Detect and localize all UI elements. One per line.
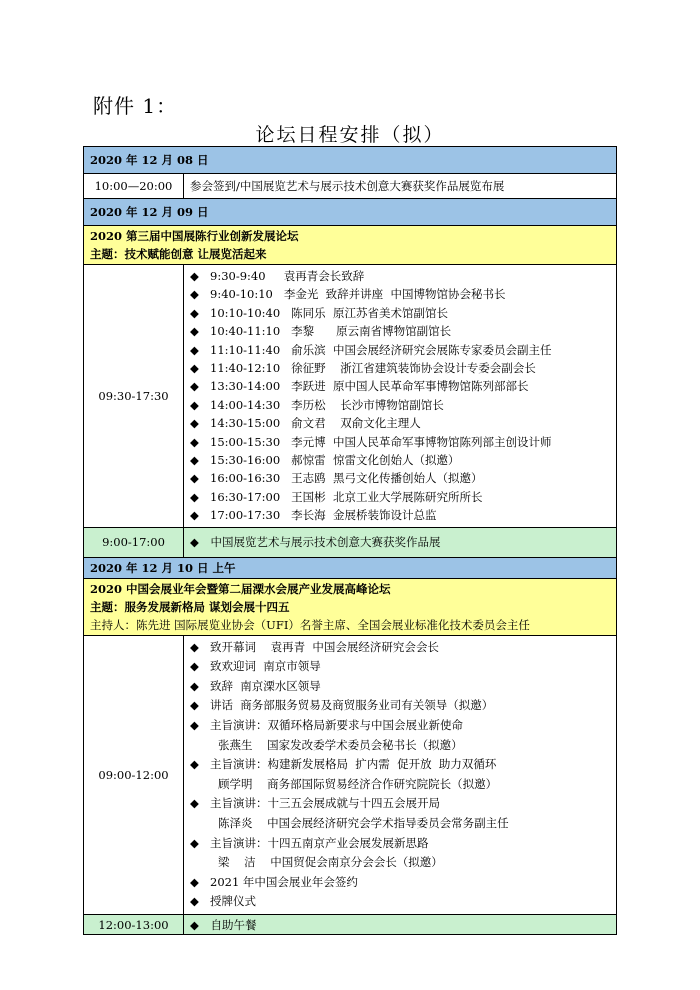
list-item [190,677,610,697]
bullet-icon: ◆ [190,379,199,394]
list-item [190,873,610,893]
list-item [190,488,610,506]
bullet-icon: ◆ [190,434,199,449]
bullet-icon: ◆ [190,917,199,932]
date-label: 2020 年 12 月 10 日 上午 [84,557,617,578]
forum-host: 主持人：陈先进 国际展览业协会（UFI）名誉主席、全国会展业标准化技术委员会主任 [90,617,530,632]
bullet-icon: ◆ [190,342,199,357]
bullet-icon: ◆ [190,453,199,468]
agenda-speaker-text: 顾学明 商务部国际贸易经济合作研究院院长（拟邀） [218,776,498,791]
agenda-item-text: 9:40-10:10 李金光 致辞并讲座 中国博物馆协会秘书长 [210,287,506,302]
agenda-item-text: 16:00-16:30 王志鸥 黑弓文化传播创始人（拟邀） [210,471,483,486]
list-item [190,892,610,912]
bullet-icon: ◆ [190,894,199,909]
session-items-cell [184,265,617,528]
bullet-icon: ◆ [190,397,199,412]
list-item [190,377,610,395]
agenda-item-text: 授牌仪式 [210,894,256,909]
bullet-icon: ◆ [190,287,199,302]
event-cell: 参会签到/中国展览艺术与展示技术创意大赛获奖作品展览布展 [184,174,617,199]
date-label: 2020 年 12 月 08 日 [84,147,617,174]
agenda-list [190,265,610,527]
agenda-item-text: 2021 年中国会展业年会签约 [210,874,358,889]
forum-header [84,226,617,265]
list-item [190,716,610,755]
bullet-icon: ◆ [190,639,199,654]
time-cell: 12:00-13:00 [84,915,184,935]
list-item [190,696,610,716]
document-title: 论坛日程安排（拟） [255,124,445,146]
date-row-day2 [84,199,617,226]
event-cell [184,527,617,557]
agenda-item-text: 致欢迎词 南京市领导 [210,659,321,674]
agenda-item-text: 14:00-14:30 李历松 长沙市博物馆副馆长 [210,397,444,412]
list-item [190,638,610,658]
list-item [190,469,610,487]
forum-theme: 主题：服务发展新格局 谋划会展十四五 [90,599,290,614]
bullet-icon: ◆ [190,659,199,674]
date-row-day3 [84,557,617,578]
bullet-icon: ◆ [190,874,199,889]
agenda-item-text: 致开幕词 袁再青 中国会展经济研究会会长 [210,639,439,654]
list-item [190,506,610,524]
session-row [84,265,617,528]
table-row [84,174,617,199]
forum-title: 2020 第三届中国展陈行业创新发展论坛 [90,229,299,243]
agenda-item-text: 13:30-14:00 李跃进 原中国人民革命军事博物馆陈列部部长 [210,379,529,394]
forum-header-row [84,226,617,265]
list-item [190,755,610,794]
list-item [190,285,610,303]
bullet-icon: ◆ [190,305,199,320]
bullet-icon: ◆ [190,718,199,733]
agenda-item-text: 讲话 商务部服务贸易及商贸服务业司有关领导（拟邀） [210,698,494,713]
agenda-item-text: 15:30-16:00 郝惊雷 惊雷文化创始人（拟邀） [210,453,460,468]
agenda-speaker-text: 陈泽炎 中国会展经济研究会学术指导委员会常务副主任 [218,816,509,831]
agenda-item-text: 16:30-17:00 王国彬 北京工业大学展陈研究所所长 [210,489,483,504]
event-text: 自助午餐 [210,917,257,932]
attachment-label: 附件 1： [93,94,178,118]
agenda-item-text: 主旨演讲：双循环格局新要求与中国会展业新使命 [210,718,463,733]
agenda-list [190,636,610,914]
bullet-icon: ◆ [190,416,199,431]
bullet-icon: ◆ [190,324,199,339]
bullet-icon: ◆ [190,489,199,504]
session-row [84,635,617,914]
event-text: 中国展览艺术与展示技术创意大赛获奖作品展 [210,535,441,550]
list-item [190,451,610,469]
forum-theme: 主题：技术赋能创意 让展览活起来 [90,247,267,261]
time-cell: 09:30-17:30 [84,265,184,528]
agenda-item-text: 主旨演讲：十四五南京产业会展发展新思路 [210,835,429,850]
exhibit-row [84,527,617,557]
session-items-cell [184,635,617,914]
list-item [190,414,610,432]
forum-header [84,578,617,635]
bullet-icon: ◆ [190,835,199,850]
agenda-item-text: 10:10-10:40 陈同乐 原江苏省美术馆副馆长 [210,305,448,320]
forum-title: 2020 中国会展业年会暨第二届溧水会展产业发展高峰论坛 [90,581,391,596]
agenda-item-text: 主旨演讲：构建新发展格局 扩内需 促开放 助力双循环 [210,757,497,772]
bullet-icon: ◆ [190,508,199,523]
event-cell [184,915,617,935]
bullet-icon: ◆ [190,471,199,486]
list-item [190,341,610,359]
list-item [190,304,610,322]
agenda-item-text: 致辞 南京溧水区领导 [210,678,321,693]
agenda-speaker-text: 梁 洁 中国贸促会南京分会会长（拟邀） [218,855,443,870]
bullet-icon: ◆ [190,698,199,713]
bullet-icon: ◆ [190,361,199,376]
bullet-icon: ◆ [190,678,199,693]
bullet-icon: ◆ [190,269,199,283]
list-item [190,396,610,414]
agenda-item-text: 15:00-15:30 李元博 中国人民革命军事博物馆陈列部主创设计师 [210,434,552,449]
agenda-item-text: 11:10-11:40 俞乐滨 中国会展经济研究会展陈专家委员会副主任 [210,342,552,357]
date-row-day1 [84,147,617,174]
forum-header-row [84,578,617,635]
list-item [190,322,610,340]
agenda-item-text: 9:30-9:40 袁再青会长致辞 [210,269,365,283]
bullet-icon: ◆ [190,796,199,811]
list-item [190,267,610,285]
bullet-icon: ◆ [190,535,199,550]
agenda-item-text: 主旨演讲：十三五会展成就与十四五会展开局 [210,796,440,811]
lunch-row [84,915,617,935]
list-item [190,794,610,833]
list-item [190,657,610,677]
list-item [190,834,610,873]
agenda-speaker-text: 张燕生 国家发改委学术委员会秘书长（拟邀） [218,737,463,752]
agenda-item-text: 14:30-15:00 俞文君 双俞文化主理人 [210,416,421,431]
bullet-icon: ◆ [190,757,199,772]
list-item [190,433,610,451]
time-cell: 9:00-17:00 [84,527,184,557]
time-cell: 10:00—20:00 [84,174,184,199]
agenda-item-text: 10:40-11:10 李黎 原云南省博物馆副馆长 [210,324,452,339]
list-item [190,359,610,377]
schedule-table [83,146,617,935]
time-cell: 09:00-12:00 [84,635,184,914]
agenda-item-text: 11:40-12:10 徐征野 浙江省建筑装饰协会设计专委会副会长 [210,361,536,376]
agenda-item-text: 17:00-17:30 李长海 金展桥装饰设计总监 [210,508,437,523]
date-label: 2020 年 12 月 09 日 [84,199,617,226]
